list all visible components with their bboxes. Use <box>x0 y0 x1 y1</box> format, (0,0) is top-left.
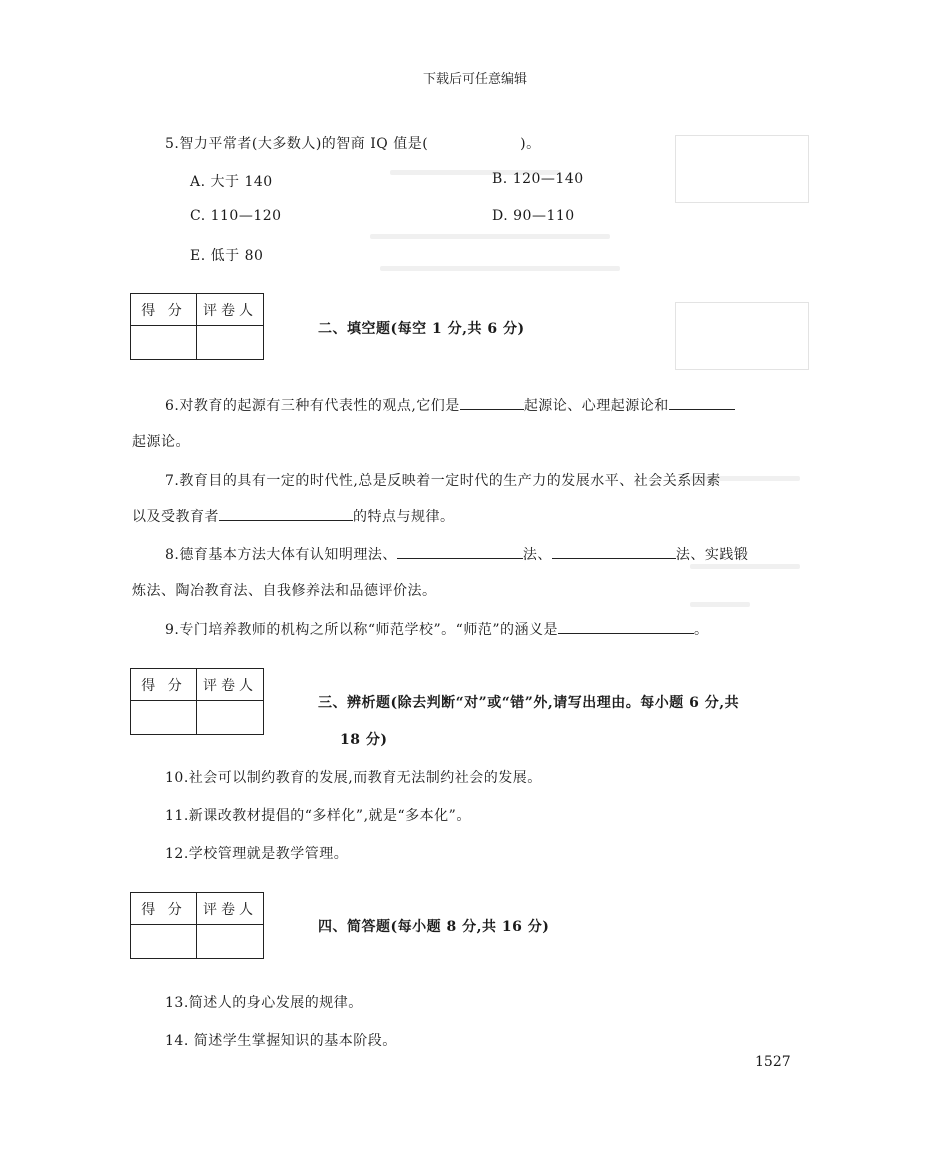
section-4-title: 四、简答题(每小题 8 分,共 16 分) <box>318 919 550 935</box>
option-d: D. 90—110 <box>492 208 575 224</box>
question-13: 13.简述人的身心发展的规律。 <box>165 995 363 1011</box>
answer-blank <box>219 506 353 521</box>
score-label: 得 分 <box>131 893 197 925</box>
question-7: 7.教育目的具有一定的时代性,总是反映着一定时代的生产力的发展水平、社会关系因素 <box>165 473 721 489</box>
score-table <box>130 668 264 735</box>
bleed-through-box <box>675 135 809 203</box>
section-3-title: 三、辨析题(除去判断“对”或“错”外,请写出理由。每小题 6 分,共 <box>318 695 740 711</box>
section-3-title-cont: 18 分) <box>340 732 388 748</box>
question-5-close: )。 <box>520 136 541 152</box>
section-2-title: 二、填空题(每空 1 分,共 6 分) <box>318 321 525 337</box>
question-9: 9.专门培养教师的机构之所以称“师范学校”。“师范”的涵义是 。 <box>165 619 709 639</box>
answer-blank <box>552 544 676 559</box>
score-cell <box>131 701 197 734</box>
answer-blank <box>460 395 524 410</box>
score-label: 得 分 <box>131 294 197 326</box>
question-11: 11.新课改教材提倡的“多样化”,就是“多本化”。 <box>165 808 471 824</box>
grader-cell <box>197 925 263 958</box>
bleed-through-line <box>380 266 620 271</box>
question-8: 8.德育基本方法大体有认知明理法、 法、 法、实践锻 <box>165 544 748 564</box>
grader-label: 评卷人 <box>197 294 263 326</box>
grader-cell <box>197 326 263 359</box>
grader-cell <box>197 701 263 734</box>
score-table <box>130 892 264 959</box>
question-6: 6.对教育的起源有三种有代表性的观点,它们是 起源论、心理起源论和 <box>165 395 735 415</box>
bleed-through-box <box>675 302 809 370</box>
option-b: B. 120—140 <box>492 171 584 187</box>
question-7-cont: 以及受教育者 的特点与规律。 <box>132 506 455 526</box>
score-cell <box>131 925 197 958</box>
question-6-cont: 起源论。 <box>132 434 190 450</box>
page-number: 1527 <box>755 1054 791 1070</box>
score-cell <box>131 326 197 359</box>
score-label: 得 分 <box>131 669 197 701</box>
bleed-through-line <box>370 234 610 239</box>
question-12: 12.学校管理就是教学管理。 <box>165 846 349 862</box>
question-5-stem: 5.智力平常者(大多数人)的智商 IQ 值是( <box>165 136 429 152</box>
answer-blank <box>397 544 523 559</box>
option-c: C. 110—120 <box>190 208 282 224</box>
question-14: 14. 简述学生掌握知识的基本阶段。 <box>165 1033 397 1049</box>
score-table <box>130 293 264 360</box>
grader-label: 评卷人 <box>197 669 263 701</box>
question-5 <box>165 133 541 153</box>
grader-label: 评卷人 <box>197 893 263 925</box>
option-a: A. 大于 140 <box>190 174 273 190</box>
answer-blank <box>669 395 735 410</box>
answer-blank <box>558 619 694 634</box>
option-e: E. 低于 80 <box>190 248 264 264</box>
question-8-cont: 炼法、陶冶教育法、自我修养法和品德评价法。 <box>132 583 437 599</box>
bleed-through-line <box>690 602 750 607</box>
bleed-through-line <box>690 564 800 569</box>
question-10: 10.社会可以制约教育的发展,而教育无法制约社会的发展。 <box>165 770 542 786</box>
page-header: 下载后可任意编辑 <box>422 72 527 87</box>
